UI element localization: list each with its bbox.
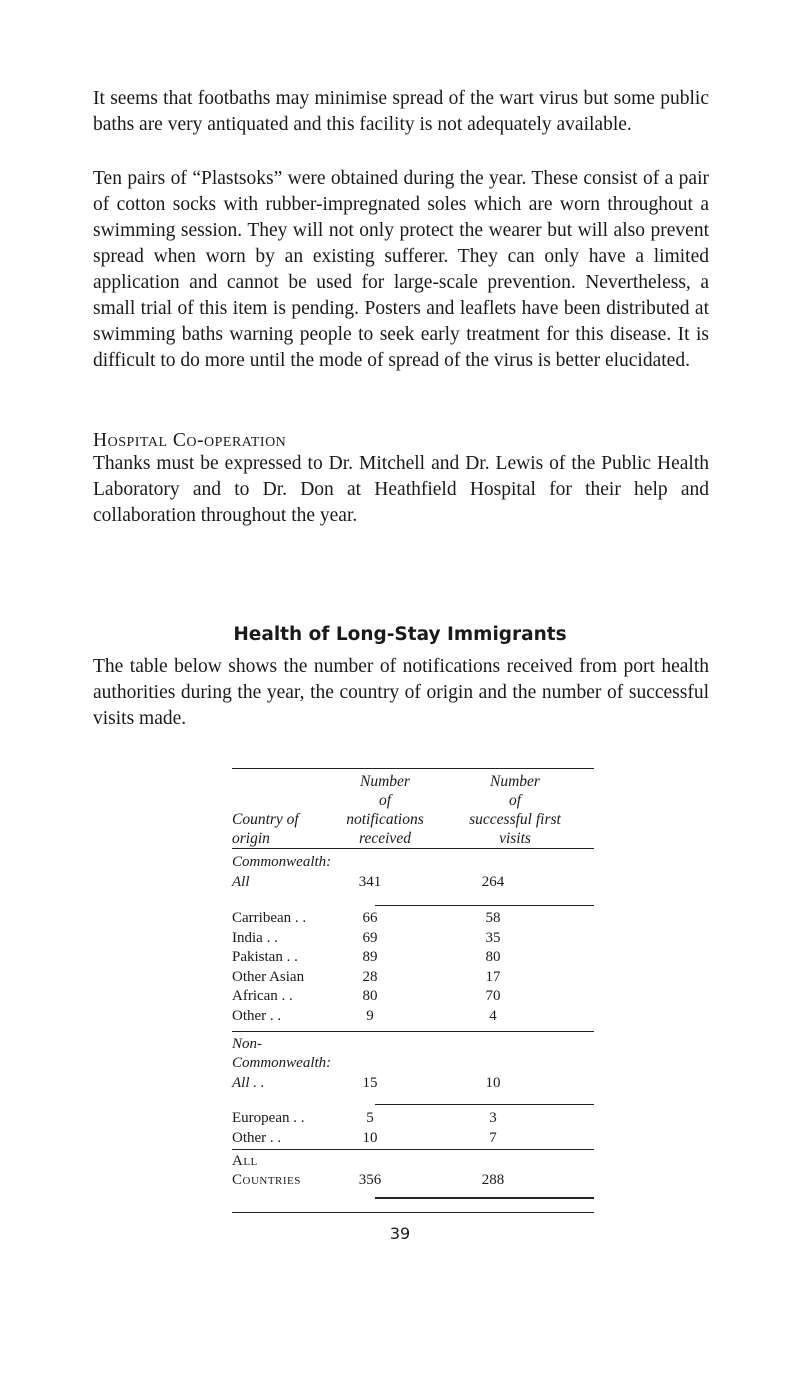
commonwealth-row-label: India . . bbox=[232, 929, 278, 946]
section-heading: Hospital Co-operation bbox=[93, 430, 287, 451]
commonwealth-subtotal-rule bbox=[375, 905, 594, 906]
header-notifications: Number of notifications received bbox=[346, 773, 424, 847]
paragraph-thanks: Thanks must be expressed to Dr. Mitchell and Dr. Lewis of the Public Health Laboratory and to Dr. Don at Heathfield Hospital for their help and collaboration throughout the year. bbox=[93, 453, 709, 526]
all-countries-visits: 288 bbox=[481, 1172, 505, 1188]
non-commonwealth-all-label: All . . bbox=[232, 1075, 265, 1091]
all-countries-label-1: All bbox=[232, 1153, 258, 1169]
commonwealth-row-label: Pakistan . . bbox=[232, 949, 298, 966]
commonwealth-row-label: African . . bbox=[232, 988, 293, 1005]
non-commonwealth-label-2: Commonwealth: bbox=[232, 1055, 332, 1071]
table-bottom-rule bbox=[232, 1212, 594, 1213]
commonwealth-row-label: Other Asian bbox=[232, 968, 305, 985]
commonwealth-row-visits: 4 bbox=[489, 1008, 497, 1024]
commonwealth-row-visits: 58 bbox=[485, 910, 501, 926]
non-commonwealth-row-label: European . . bbox=[232, 1110, 305, 1126]
commonwealth-row-notifications: 89 bbox=[362, 949, 378, 966]
non-commonwealth-all-notifications: 15 bbox=[362, 1075, 378, 1091]
header-visits: Number of successful first visits bbox=[469, 773, 561, 847]
non-commonwealth-end-rule bbox=[232, 1149, 594, 1150]
commonwealth-row-notifications: 66 bbox=[362, 910, 378, 926]
commonwealth-row-notifications: 28 bbox=[362, 968, 378, 985]
commonwealth-end-rule bbox=[232, 1031, 594, 1032]
header-country: Country of origin bbox=[232, 811, 299, 847]
commonwealth-label: Commonwealth: bbox=[232, 854, 332, 870]
paragraph-plastsoks: Ten pairs of “Plastsoks” were obtained during the year. These consist of a pair of cotton socks with rubber-impregnated soles which are worn throughout a swimming session. They will not only protect the wearer but will also prevent spread when worn by an existing sufferer. They can only have a limited application and cannot be used for large-scale prevention. Nevertheless, a small trial of this item is pending. Posters and leaflets have been distributed at swimming baths warning people to seek early treatment for this disease. It is difficult to do more until the mode of spread of the virus is better elucidated. bbox=[93, 168, 709, 371]
table-top-rule bbox=[232, 768, 594, 769]
commonwealth-row-notifications: 80 bbox=[362, 988, 378, 1005]
non-commonwealth-subtotal-rule bbox=[375, 1104, 594, 1105]
commonwealth-all-visits: 264 bbox=[481, 874, 505, 890]
grand-total-rule bbox=[375, 1197, 594, 1199]
non-commonwealth-row-notifications: 10 bbox=[362, 1129, 378, 1146]
non-commonwealth-all-visits: 10 bbox=[485, 1075, 501, 1091]
page-number: 39 bbox=[389, 1224, 411, 1243]
non-commonwealth-row-visits: 7 bbox=[489, 1129, 497, 1146]
header-bottom-rule bbox=[232, 848, 594, 849]
commonwealth-all-label: All bbox=[232, 874, 250, 890]
all-countries-notifications: 356 bbox=[358, 1172, 382, 1188]
commonwealth-row-visits: 80 bbox=[485, 949, 501, 966]
commonwealth-row-visits: 17 bbox=[485, 968, 501, 985]
commonwealth-row-notifications: 69 bbox=[362, 929, 378, 946]
commonwealth-row-visits: 35 bbox=[485, 929, 501, 946]
commonwealth-row-label: Other . . bbox=[232, 1008, 282, 1024]
main-heading: Health of Long-Stay Immigrants bbox=[233, 624, 567, 645]
non-commonwealth-row-notifications: 5 bbox=[366, 1110, 374, 1126]
commonwealth-row-notifications: 9 bbox=[366, 1008, 374, 1024]
commonwealth-all-notifications: 341 bbox=[358, 874, 382, 890]
all-countries-label-2: Countries bbox=[232, 1172, 301, 1188]
commonwealth-row-visits: 70 bbox=[485, 988, 501, 1005]
paragraph-footbaths: It seems that footbaths may minimise spread of the wart virus but some public baths are very antiquated and this facility is not adequately available. bbox=[93, 88, 709, 135]
non-commonwealth-row-visits: 3 bbox=[489, 1110, 497, 1126]
paragraph-table-intro: The table below shows the number of notifications received from port health authorities during the year, the country of origin and the number of successful visits made. bbox=[93, 656, 709, 729]
commonwealth-row-label: Carribean . . bbox=[232, 910, 307, 926]
non-commonwealth-row-label: Other . . bbox=[232, 1129, 282, 1146]
non-commonwealth-label-1: Non- bbox=[232, 1036, 262, 1052]
